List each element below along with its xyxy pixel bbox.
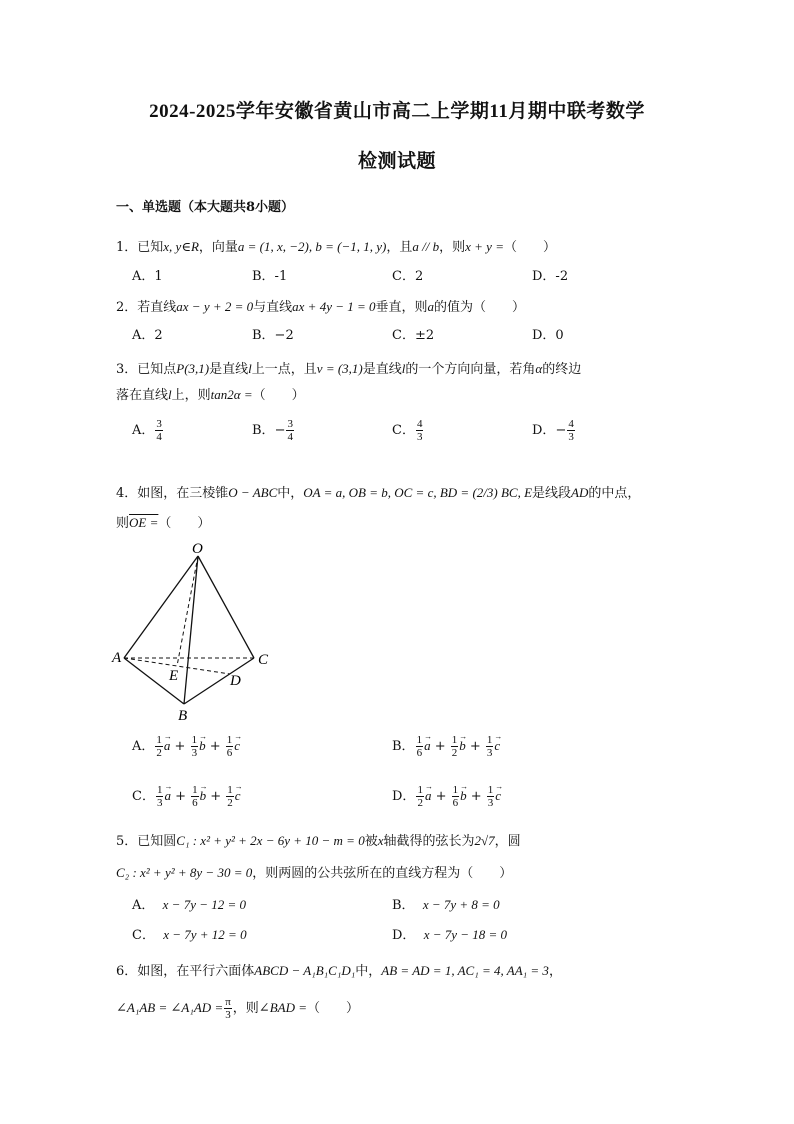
q6-ask: ∠BAD = [258,1000,307,1015]
q2-option-d: D．0 [532,328,564,343]
q4-option-a: A． $\frac{1}{2}$ → a + $\frac{1}{3}$ → b + $\frac{1}{6}$ → c [132,734,240,759]
q5-option-c [132,926,247,945]
edge-OC [198,556,254,658]
vector-a: → a [425,787,432,805]
frac-den: 3 [156,797,163,809]
q4-option-c-label: C． [132,789,155,804]
q3-option-c-fraction [416,418,424,443]
label-D: D [230,673,241,689]
q2-line1: ax − y + 2 = 0 [176,299,254,314]
vector-c: → c [494,737,500,755]
frac-b [451,734,459,759]
frac-num: 1 [227,784,233,796]
q2-text3: 的值为（ ） [434,300,526,315]
question-4-line1 [116,484,640,503]
q1-option-b: B．-1 [252,269,288,284]
frac-den: 3 [416,431,423,443]
frac-den: 6 [226,747,233,759]
q5-text2: 轴截得的弦长为 [383,834,475,849]
q3-ask: tan2α = [210,387,253,402]
q5-number: 5．已知圆 [116,834,177,849]
q5-option-b [392,896,500,915]
frac-num: 1 [416,734,423,746]
q4-segment: AD [571,485,589,500]
frac-den: 3 [487,797,494,809]
q4-option-d: D． $\frac{1}{2}$ → a + $\frac{1}{6}$ → b + $\frac{1}{3}$ → c [392,784,501,809]
segment-OE [177,556,198,666]
frac-num: 1 [486,734,493,746]
frac-num: 1 [191,734,198,746]
q2-option-b: B．−2 [252,328,294,343]
vector-b: → b [200,787,207,805]
question-1 [116,238,556,257]
q3-option-a-fraction [155,418,163,443]
frac-den: 2 [227,797,233,809]
document-title-line1: 2024-2025学年安徽省黄山市高二上学期11月期中联考数学 [149,101,645,122]
question-3-line2 [116,386,305,405]
q1-ask: x + y = [465,239,504,254]
frac-num: 1 [452,784,459,796]
edge-OA [124,556,198,658]
frac-den: 4 [287,431,293,443]
q3-text4: 的一个方向向量，若角 [405,362,536,377]
q4-blank: （ ） [158,516,211,531]
frac-den: 2 [451,747,458,759]
q5-text4: ，则两圆的公共弦所在的直线方程为（ ） [252,866,513,881]
q5-option-a-label: A． [132,898,155,913]
frac-b [452,784,460,809]
q4-option-a-label: A． [132,739,155,754]
q4-option-c: C． $\frac{1}{3}$ → a + $\frac{1}{6}$ → b + $\frac{1}{2}$ → c [132,784,241,809]
label-B: B [178,708,188,724]
q5-chord: 2√7 [474,833,495,848]
q3-text6: 落在直线 [116,388,169,403]
q2-number: 2．若直线 [116,300,177,315]
q3-number: 3．已知点 [116,362,177,377]
frac-a [155,734,163,759]
q4-ask: OE = [129,515,159,530]
q5-option-d-eq: x − 7y − 18 = 0 [423,927,508,942]
vector-c: → c [495,787,501,805]
vector-a: → a [164,787,171,805]
q1-parallel: a // b [412,239,440,254]
q3-blank: （ ） [252,388,305,403]
q2-var: a [427,299,435,314]
q3-option-c [392,418,424,443]
q3-alpha: α [535,361,543,376]
frac-num: 1 [226,734,233,746]
frac-num: 3 [156,418,162,430]
question-3-line1 [116,360,581,379]
frac-den: 3 [225,1009,231,1021]
q3-option-d-label: D． [532,423,556,438]
frac-c [226,734,234,759]
frac-num: 1 [417,784,423,796]
frac-num: 1 [451,734,458,746]
q1-text2: ，且 [386,240,413,255]
q4-text3: 的中点， [588,486,641,501]
frac-c [487,784,495,809]
q6-fraction [224,996,232,1021]
frac-b [191,734,199,759]
q4-text2: 是线段 [532,486,572,501]
q4-condition: OA = a, OB = b, OC = c, BD = (2/3) BC, E [303,485,533,500]
q6-number: 6．如图，在平行六面体 [116,964,255,979]
frac-num: 4 [416,418,423,430]
q3-option-b [252,418,295,443]
q3-option-b-fraction [286,418,294,443]
q5-option-a [132,896,246,915]
q3-option-d-fraction [567,418,575,443]
q5-option-b-label: B． [392,898,415,913]
q4-number: 4．如图，在三棱锥 [116,486,229,501]
q3-vector: v = (3,1) [316,361,363,376]
q5-circle1: C₁ : x² + y² + 2x − 6y + 10 − m = 0 [176,833,365,848]
vector-c: → c [235,787,241,805]
label-C: C [258,652,269,668]
frac-den: 3 [486,747,493,759]
q5-option-a-eq: x − 7y − 12 = 0 [162,897,247,912]
frac-a [416,734,424,759]
q2-text2: 垂直，则 [375,300,428,315]
question-6-line1 [116,962,562,981]
q5-option-c-label: C． [132,928,155,943]
q4-option-b: B． $\frac{1}{6}$ → a + $\frac{1}{2}$ → b + $\frac{1}{3}$ → c [392,734,500,759]
q3-line-l2: l [401,361,406,376]
q3-option-b-sign: − [274,423,286,438]
q4-text: 中， [277,486,304,501]
q4-solid: O − ABC [228,485,278,500]
q1-text: ，向量 [198,240,238,255]
q5-option-c-eq: x − 7y + 12 = 0 [163,927,247,942]
q3-text2: 上一点，且 [251,362,317,377]
frac-den: 2 [156,747,162,759]
q1-option-a: A．1 [132,269,163,284]
q1-blank: （ ） [503,240,556,255]
label-A: A [112,650,122,666]
q1-text3: ，则 [439,240,466,255]
frac-den: 3 [191,747,198,759]
frac-den: 6 [452,797,459,809]
q4-option-b-label: B． [392,739,415,754]
q1-option-d: D．-2 [532,269,569,284]
vector-a: → a [424,737,431,755]
frac-num: 4 [568,418,574,430]
frac-a [156,784,164,809]
frac-den: 6 [416,747,423,759]
q3-text3: 是直线 [362,362,402,377]
label-O: O [192,541,203,557]
q3-option-a-label: A． [132,423,155,438]
q1-number: 1．已知 [116,240,164,255]
q3-option-a [132,418,164,443]
tetrahedron-figure [110,538,270,724]
q3-text: 是直线 [209,362,249,377]
question-5-line1 [116,832,521,851]
vector-a: → a [164,737,171,755]
frac-b [191,784,199,809]
q3-line-l3: l [168,387,172,402]
q5-option-b-eq: x − 7y + 8 = 0 [422,897,500,912]
q3-point: P(3,1) [176,361,210,376]
q4-option-d-label: D． [392,789,416,804]
q3-option-d [532,418,576,443]
q3-option-c-label: C． [392,423,415,438]
question-2 [116,298,525,317]
question-4-line2 [116,514,210,533]
q6-text2: ， [548,964,562,979]
q3-option-d-sign: − [555,423,567,438]
q1-vectors: a = (1, x, −2), b = (−1, 1, y) [237,239,387,254]
q5-text3: ，圆 [494,834,521,849]
vector-b: → b [459,737,466,755]
frac-a [416,784,424,809]
q5-option-d [392,926,507,945]
frac-den: 6 [192,797,198,809]
frac-num: 1 [487,784,494,796]
q5-circle2: C₂ : x² + y² + 8y − 30 = 0 [116,865,253,880]
vector-b: → b [460,787,467,805]
q3-line-l: l [248,361,252,376]
q1-condition: x, y∈R [163,239,199,254]
vector-b: → b [199,737,206,755]
frac-num: 1 [192,784,198,796]
q6-solid: ABCD − A₁B₁C₁D₁ [254,963,356,978]
q2-option-a: A．2 [132,328,163,343]
document-title-line2: 检测试题 [357,151,436,172]
q6-text: 中， [355,964,382,979]
q5-option-d-label: D． [392,928,416,943]
question-6-line2 [116,996,359,1021]
frac-c [226,784,234,809]
q2-option-c: C．±2 [392,328,435,343]
q6-angle: ∠A₁AB = ∠A₁AD = [116,1000,224,1015]
q6-blank: （ ） [306,1001,359,1016]
q5-text: 被 [364,834,378,849]
frac-den: 2 [417,797,423,809]
frac-den: 4 [156,431,162,443]
frac-den: 3 [568,431,574,443]
frac-c [486,734,494,759]
question-5-line2 [116,864,512,883]
q3-text7: 上，则 [171,388,211,403]
frac-num: 1 [156,734,162,746]
q6-condition: AB = AD = 1, AC₁ = 4, AA₁ = 3 [381,963,549,978]
label-E: E [169,668,179,684]
q4-text4: 则 [116,516,130,531]
section-heading: 一、单选题（本大题共8小题） [116,200,295,215]
frac-num: 3 [287,418,293,430]
vector-c: → c [234,737,240,755]
q2-text: 与直线 [253,300,293,315]
q3-option-b-label: B． [252,423,275,438]
frac-num: π [225,996,231,1008]
q6-text3: ，则 [232,1001,259,1016]
q2-line2: ax + 4y − 1 = 0 [292,299,376,314]
q5-x: x [377,833,384,848]
q3-text5: 的终边 [542,362,582,377]
q1-option-c: C．2 [392,269,424,284]
edge-OB [184,556,198,704]
edge-BC [184,658,254,704]
frac-num: 1 [156,784,163,796]
